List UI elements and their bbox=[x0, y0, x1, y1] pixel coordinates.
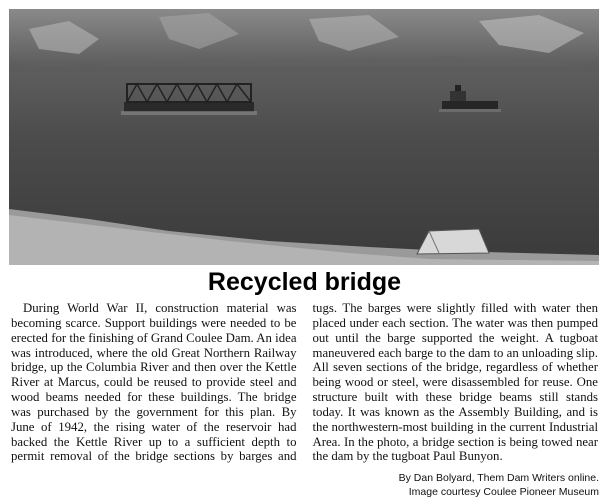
article-body bbox=[11, 301, 598, 471]
historic-photo bbox=[9, 9, 599, 265]
article-headline: Recycled bridge bbox=[207, 268, 402, 296]
image-credit: Image courtesy Coulee Pioneer Museum bbox=[408, 486, 599, 498]
article-credits bbox=[279, 471, 599, 499]
byline: By Dan Bolyard, Them Dam Writers online. bbox=[398, 472, 599, 484]
shore-tent bbox=[417, 229, 489, 254]
article-paragraph: During World War II, construction material was becoming scarce. Support buildings were needed to be erected for the finishing of Grand Coulee Dam. An idea was introduced, where the old Great Northern Railway bridge, up the Columbia River and then over the Kettle River at Marcus, could be reused to provide steel and wood beams needed for these buildings. The bridge was purchased by the government for this plan. By June of 1942, the rising water of the reservoir had backed the Kettle River up to a sufficient depth to permit removal of the bridge sections by barges and tugs. The barges were slightly filled with water then placed under each section. The water was then pumped out until the barge supported the weight. A tugboat maneuvered each barge to the dam to an unloading slip. All seven sections of the bridge, regardless of whether being wood or steel, were disassembled for reuse. One structure built with these bridge beams still stands today. It was known as the Assembly Building, and is the northwestern-most building in the current Industrial Area. In the photo, a bridge section is being towed near the dam by the tugboat Paul Bunyon. bbox=[11, 301, 598, 464]
bridge-barge-photo bbox=[9, 9, 599, 265]
